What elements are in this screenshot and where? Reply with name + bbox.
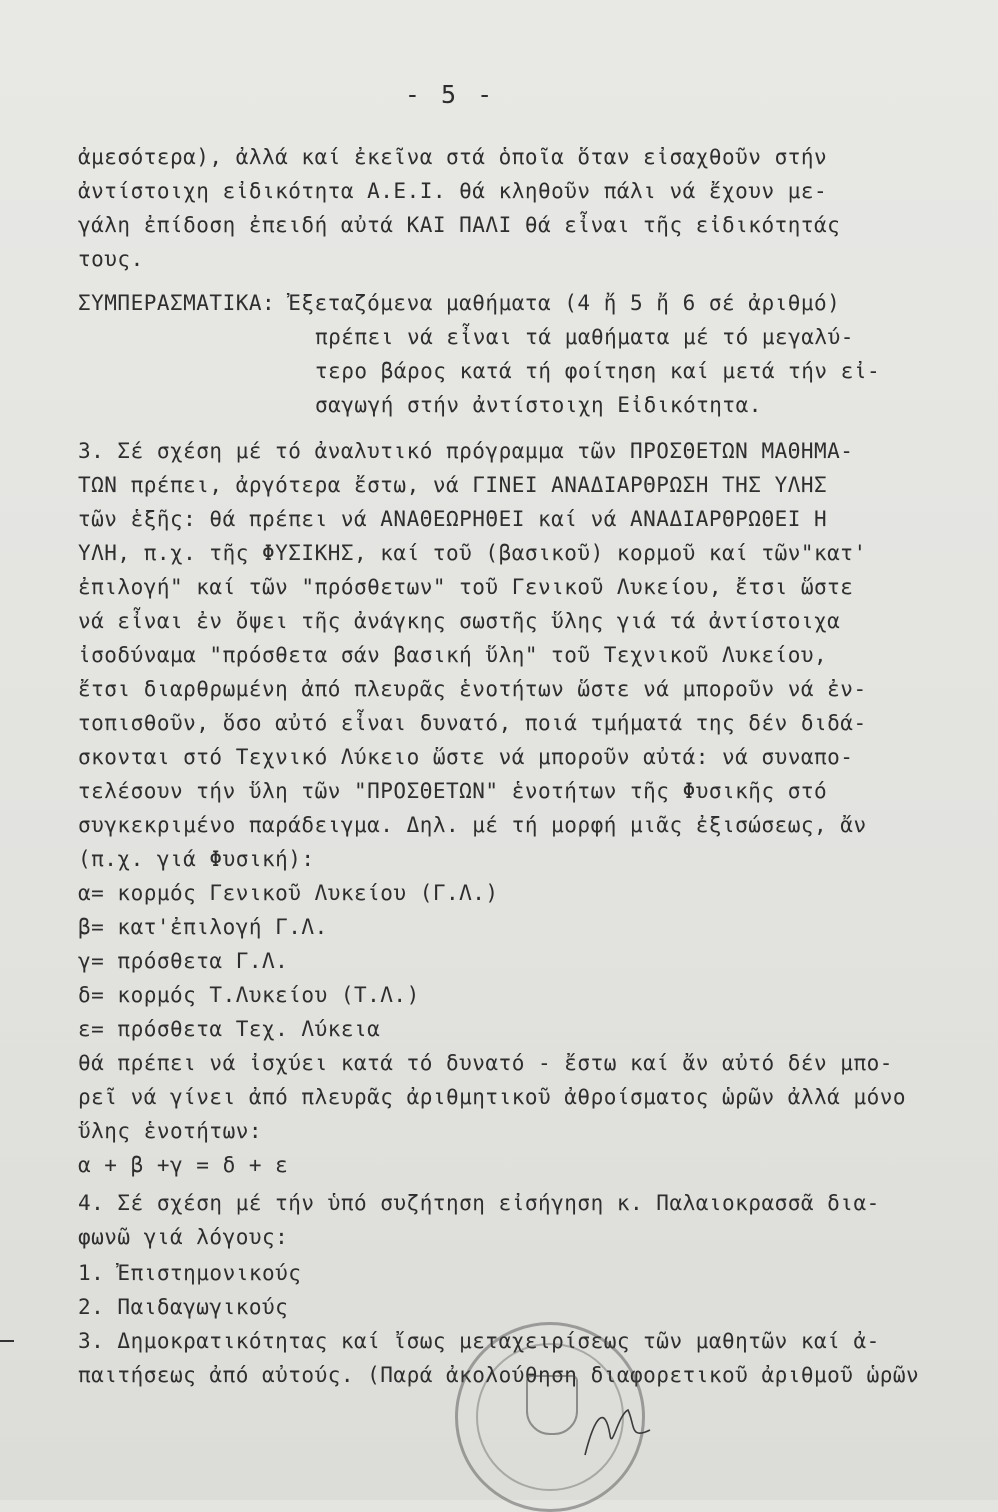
page-number: - 5 - (404, 80, 496, 109)
text-line: σκονται στό Τεχνικό Λύκειο ὥστε νά μποροῦν αὐτά: νά συναπο- (78, 745, 854, 769)
equation-line: α + β +γ = δ + ε (78, 1153, 289, 1177)
text-line: ἀμεσότερα), ἀλλά καί ἐκεῖνα στά ὁποῖα ὅταν εἰσαχθοῦν στήν (78, 145, 828, 169)
list-item: 3. Δημοκρατικότητας καί ἴσως μεταχειρίσεως τῶν μαθητῶν καί ἀ- (78, 1329, 880, 1353)
text-line: τερο βάρος κατά τή φοίτηση καί μετά τήν εἰ- (315, 359, 881, 383)
equation-def-line: δ= κορμός Τ.Λυκείου (Τ.Λ.) (78, 983, 420, 1007)
coat-of-arms-icon (526, 1375, 578, 1435)
equation-def-line: ε= πρόσθετα Τεχ. Λύκεια (78, 1017, 381, 1041)
text-line: ΥΛΗ, π.χ. τῆς ΦΥΣΙΚΗΣ, καί τοῦ (βασικοῦ) κορμοῦ καί τῶν"κατ' (78, 541, 867, 565)
text-line: ἀντίστοιχη εἰδικότητα Α.Ε.Ι. θά κληθοῦν πάλι νά ἔχουν με- (78, 179, 828, 203)
text-line: σαγωγή στήν ἀντίστοιχη Εἰδικότητα. (315, 393, 762, 417)
margin-mark (0, 1340, 14, 1342)
text-line: τῶν ἑξῆς: θά πρέπει νά ΑΝΑΘΕΩΡΗΘΕΙ καί νά ΑΝΑΔΙΑΡΘΡΩΘΕΙ Η (78, 507, 828, 531)
text-line: ΣΥΜΠΕΡΑΣΜΑΤΙΚΑ: Ἐξεταζόμενα μαθήματα (4 ἤ 5 ἤ 6 σέ ἀριθμό) (78, 291, 841, 315)
list-item: 2. Παιδαγωγικούς (78, 1295, 289, 1319)
text-line: τους. (78, 247, 144, 271)
text-line: 4. Σέ σχέση μέ τήν ὑπό συζήτηση εἰσήγηση κ. Παλαιοκρασσᾶ δια- (78, 1191, 880, 1215)
text-line: φωνῶ γιά λόγους: (78, 1225, 289, 1249)
text-line: συγκεκριμένο παράδειγμα. Δηλ. μέ τή μορφή μιᾶς ἐξισώσεως, ἄν (78, 813, 867, 837)
text-line: ΤΩΝ πρέπει, ἀργότερα ἔστω, νά ΓΙΝΕΙ ΑΝΑΔΙΑΡΘΡΩΣΗ ΤΗΣ ΥΛΗΣ (78, 473, 828, 497)
signature-icon (580, 1395, 660, 1465)
text-line: ἐπιλογή" καί τῶν "πρόσθετων" τοῦ Γενικοῦ Λυκείου, ἔτσι ὥστε (78, 575, 854, 599)
text-line: ἰσοδύναμα "πρόσθετα σάν βασική ὕλη" τοῦ Τεχνικοῦ Λυκείου, (78, 643, 828, 667)
list-item: 1. Ἐπιστημονικούς (78, 1261, 302, 1285)
text-line: θά πρέπει νά ἰσχύει κατά τό δυνατό - ἔστω καί ἄν αὐτό δέν μπο- (78, 1051, 893, 1075)
text-line: ἔτσι διαρθρωμένη ἀπό πλευρᾶς ἑνοτήτων ὥστε νά μποροῦν νά ἐν- (78, 677, 867, 701)
text-line: ὕλης ἑνοτήτων: (78, 1119, 263, 1143)
text-line: ρεῖ νά γίνει ἀπό πλευρᾶς ἀριθμητικοῦ ἀθροίσματος ὡρῶν ἀλλά μόνο (78, 1085, 907, 1109)
text-line: νά εἶναι ἐν ὄψει τῆς ἀνάγκης σωστῆς ὕλης γιά τά ἀντίστοιχα (78, 609, 841, 633)
text-line: γάλη ἐπίδοση ἐπειδή αὐτά ΚΑΙ ΠΑΛΙ θά εἶναι τῆς εἰδικότητάς (78, 213, 841, 237)
equation-def-line: γ= πρόσθετα Γ.Λ. (78, 949, 289, 973)
text-line: παιτήσεως ἀπό αὐτούς. (Παρά ἀκολούθηση διαφορετικοῦ ἀριθμοῦ ὡρῶν (78, 1363, 920, 1387)
text-line: 3. Σέ σχέση μέ τό ἀναλυτικό πρόγραμμα τῶν ΠΡΟΣΘΕΤΩΝ ΜΑΘΗΜΑ- (78, 439, 854, 463)
text-line: πρέπει νά εἶναι τά μαθήματα μέ τό μεγαλύ- (315, 325, 854, 349)
text-line: τελέσουν τήν ὕλη τῶν "ΠΡΟΣΘΕΤΩΝ" ἑνοτήτων τῆς Φυσικῆς στό (78, 779, 828, 803)
text-line: τοπισθοῦν, ὅσο αὐτό εἶναι δυνατό, ποιά τμήματά της δέν διδά- (78, 711, 867, 735)
equation-def-line: β= κατ'ἐπιλογή Γ.Λ. (78, 915, 328, 939)
equation-def-line: α= κορμός Γενικοῦ Λυκείου (Γ.Λ.) (78, 881, 499, 905)
text-line: (π.χ. γιά Φυσική): (78, 847, 315, 871)
